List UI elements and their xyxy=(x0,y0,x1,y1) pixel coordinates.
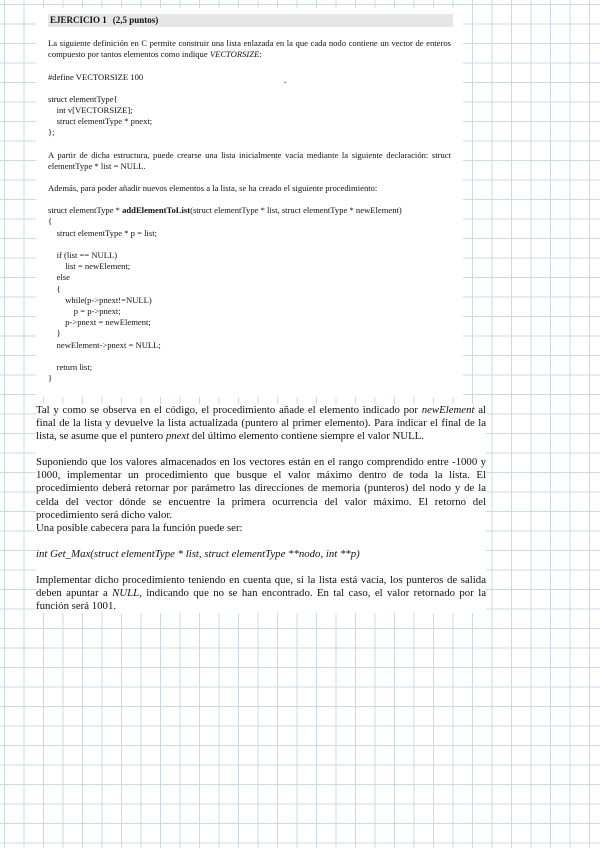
explanation-emphasis-newelement: newElement xyxy=(421,404,475,416)
explanation-text: Tal y como se observa en el código, el procedimiento añade el elemento indicado por xyxy=(36,404,422,416)
intro-text: La siguiente definición en C permite construir una lista enlazada en la que cada nodo contiene un vector de enteros compuesto por tantos elementos como indique xyxy=(48,38,451,60)
explanation-text-mid: al final de la lista y devuelve la lista actualizada (puntero al primer elemento). Para indicar el final de la lista, se asume que el puntero xyxy=(36,404,486,443)
struct-definition-code: struct elementType{ int v[VECTORSIZE]; struct elementType * pnext; }; xyxy=(48,93,153,138)
explanation-text-end: del último elemento contiene siempre el valor NULL. xyxy=(189,430,424,443)
exercise-statement xyxy=(36,404,486,613)
function-signature: int Get_Max(struct elementType * list, struct elementType **nodo, int **p) xyxy=(36,547,360,560)
function-body-code: { struct elementType * p = list; if (list == NULL) list = newElement; else { while(p->pnext!=NULL) p = p->pnext; p->pnext = newElement; } newElement->pnext = NULL; return list; } xyxy=(48,216,161,384)
exercise-heading xyxy=(48,14,453,27)
header-intro-paragraph: Una posible cabecera para la función puede ser: xyxy=(36,521,243,534)
scanned-exercise-block xyxy=(36,8,463,397)
task-paragraph: Suponiendo que los valores almacenados en los vectores están en el rango comprendido entre -1000 y 1000, implementar un procedimiento que busque el valor máximo dentro de toda la lista. El procedimiento deberá retornar por parámetro las direcciones de memoria (punteros) del nodo y de la celda del vector dónde se encuentre la primera ocurrencia del valor máximo. El retorno del procedimiento será dicho valor. xyxy=(36,456,486,521)
list-declaration-paragraph: A partir de dicha estructura, puede crearse una lista inicialmente vacía mediante la siguiente declaración: struct elementType * list = NULL. xyxy=(48,149,451,171)
intro-paragraph xyxy=(48,38,451,60)
empty-list-emphasis: NULL xyxy=(112,587,140,600)
exercise-title: EJERCICIO 1 xyxy=(50,15,107,25)
empty-list-text: Implementar dicho procedimiento teniendo en cuenta que, si la lista está vacía, los punteros de salida deben apuntar a xyxy=(36,573,486,600)
function-prototype xyxy=(48,205,451,216)
empty-list-text-end: , indicando que no se han encontrado. En tal caso, el valor retornado por la función será 1001. xyxy=(36,587,486,613)
empty-list-paragraph xyxy=(36,574,486,613)
prototype-function-name: addElementToList xyxy=(122,205,191,216)
add-procedure-paragraph: Además, para poder añadir nuevos elementos a la lista, se ha creado el siguiente procedimiento: xyxy=(48,183,378,194)
define-line: #define VECTORSIZE 100 xyxy=(48,71,144,82)
prototype-return-type: struct elementType * xyxy=(48,205,123,216)
intro-text-end: : xyxy=(259,49,262,60)
explanation-emphasis-pnext: pnext xyxy=(165,430,190,443)
prototype-params: (struct elementType * list, struct elementType * newElement) xyxy=(190,205,402,216)
stray-dot: . xyxy=(284,75,287,85)
exercise-points: (2,5 puntos) xyxy=(112,15,159,25)
intro-emphasis: VECTORSIZE xyxy=(209,49,260,60)
explanation-paragraph xyxy=(36,404,486,443)
